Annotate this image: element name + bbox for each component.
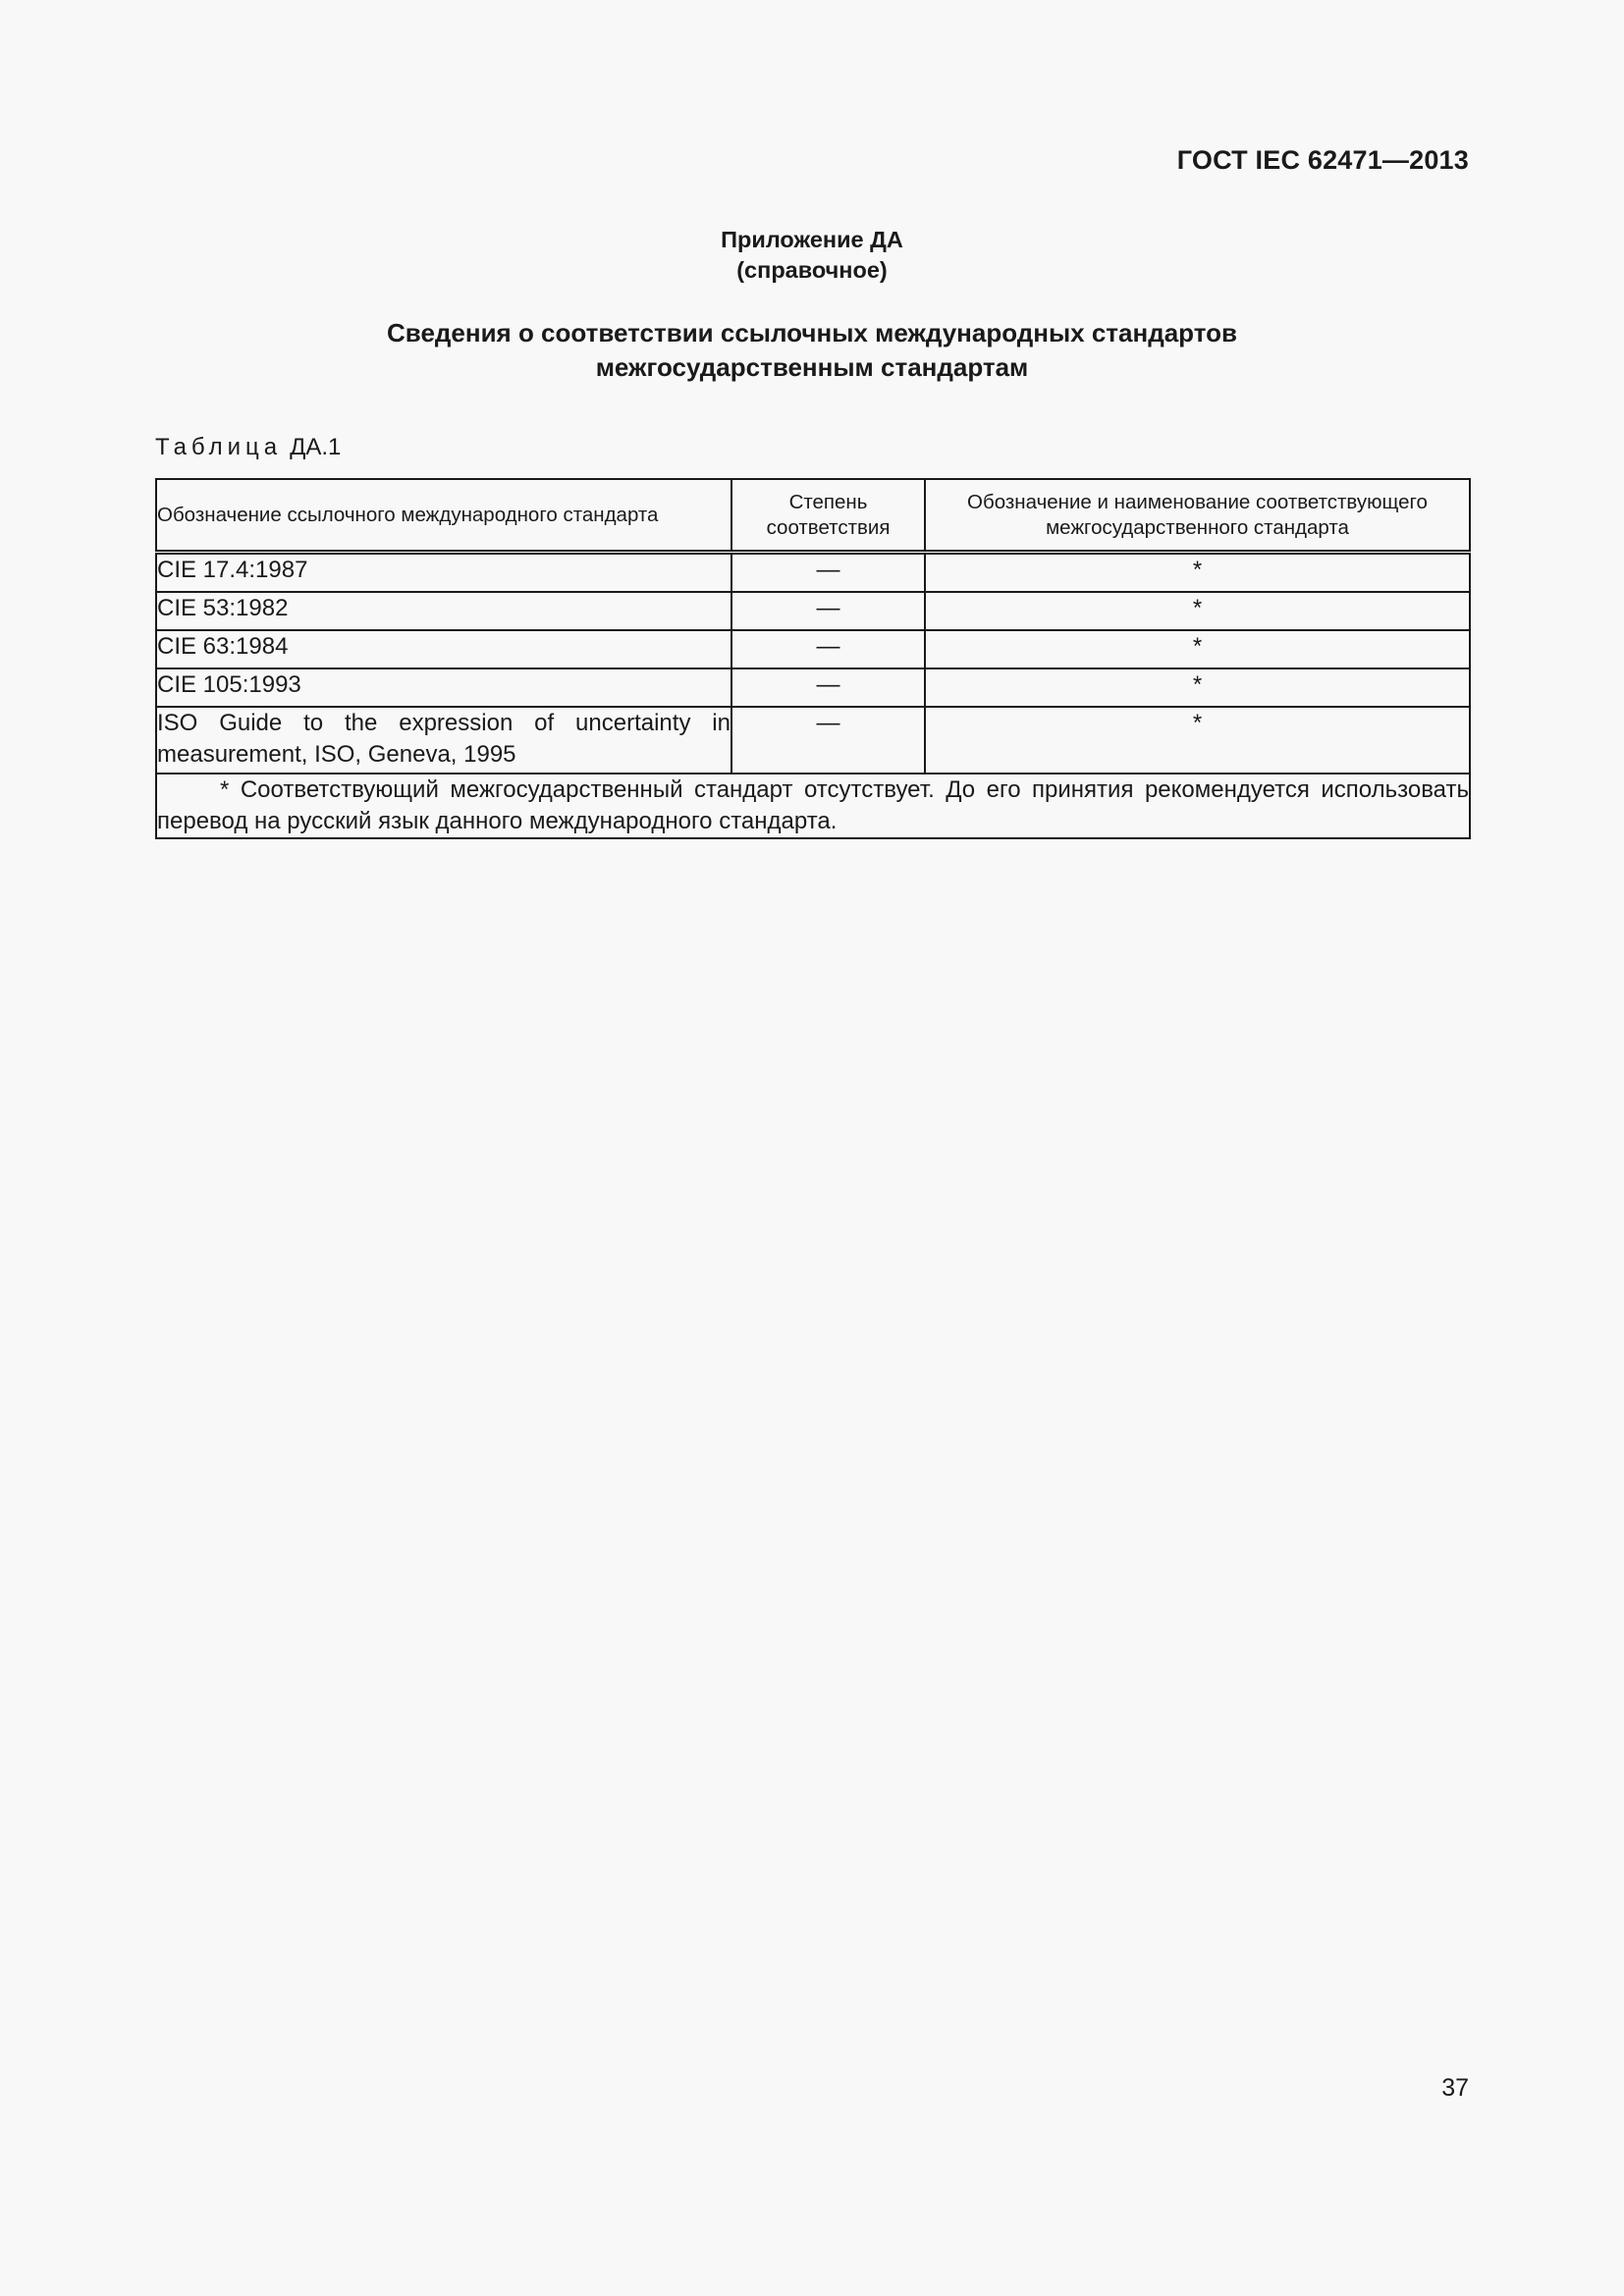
- column-header-interstate-standard: Обозначение и наименование соответствующего межгосударственного стандарта: [925, 479, 1470, 553]
- table-row: [156, 668, 1470, 707]
- table-footnote: * Соответствующий межгосударственный стандарт отсутствует. До его принятия рекомендуется использовать перевод на русский язык данного международного стандарта.: [156, 774, 1470, 838]
- table-caption: [155, 434, 341, 461]
- table-row: [156, 630, 1470, 668]
- table-caption-number: ДА.1: [290, 434, 342, 460]
- cell-reference: CIE 53:1982: [156, 592, 731, 630]
- cell-interstate-standard: *: [925, 668, 1470, 707]
- cell-degree: —: [731, 592, 925, 630]
- section-title-line-2: межгосударственным стандартам: [595, 352, 1029, 382]
- appendix-type: (справочное): [736, 257, 888, 283]
- cell-reference: CIE 105:1993: [156, 668, 731, 707]
- standards-correspondence-table: [155, 478, 1471, 839]
- cell-degree: —: [731, 668, 925, 707]
- cell-interstate-standard: *: [925, 553, 1470, 593]
- section-title-line-1: Сведения о соответствии ссылочных международных стандартов: [387, 318, 1237, 347]
- cell-interstate-standard: *: [925, 707, 1470, 774]
- column-header-degree: Степень соответствия: [731, 479, 925, 553]
- cell-degree: —: [731, 553, 925, 593]
- appendix-title: Приложение ДА: [721, 227, 903, 252]
- cell-degree: —: [731, 630, 925, 668]
- appendix-heading: [0, 225, 1624, 286]
- cell-reference: CIE 63:1984: [156, 630, 731, 668]
- table-footnote-row: [156, 774, 1470, 838]
- table-header-row: [156, 479, 1470, 553]
- cell-interstate-standard: *: [925, 592, 1470, 630]
- document-code: ГОСТ IEC 62471—2013: [1176, 145, 1469, 175]
- cell-reference: ISO Guide to the expression of uncertainty in measurement, ISO, Geneva, 1995: [156, 707, 731, 774]
- cell-degree: —: [731, 707, 925, 774]
- table-row: [156, 707, 1470, 774]
- column-header-reference: Обозначение ссылочного международного стандарта: [156, 479, 731, 553]
- page-number: 37: [1441, 2074, 1469, 2102]
- table-row: [156, 592, 1470, 630]
- section-title: [0, 316, 1624, 385]
- table-caption-label: Таблица: [155, 434, 283, 460]
- cell-reference: CIE 17.4:1987: [156, 553, 731, 593]
- table-row: [156, 553, 1470, 593]
- cell-interstate-standard: *: [925, 630, 1470, 668]
